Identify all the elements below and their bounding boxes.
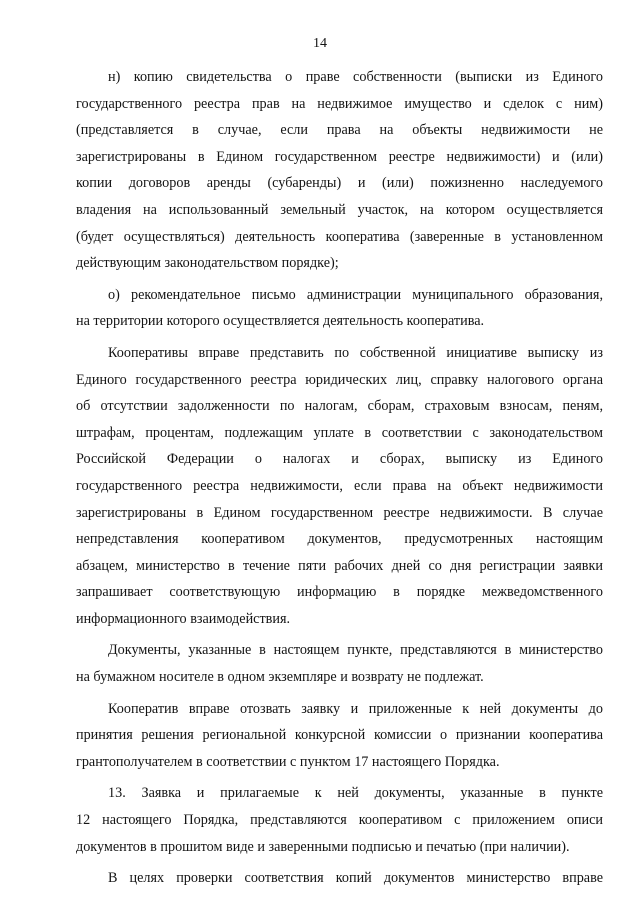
text-line: зарегистрированы в Едином государственном реестре недвижимости) и (или) [76,148,603,165]
text-line: об отсутствии задолженности по налогам, сборам, страховым взносам, пеням, [76,398,603,415]
text-line: информационного взаимодействия. [76,610,291,627]
text-line: Кооперативы вправе представить по собственной инициативе выписку из [108,344,603,361]
paragraph-n [76,64,603,277]
text-line: 13. Заявка и прилагаемые к ней документы, указанные в пункте [108,785,603,802]
text-line: штрафам, процентам, подлежащим уплате в соответствии с законодательством [76,424,603,441]
paragraph-documents-submission [76,637,603,690]
text-line: владения на использованный земельный участок, на котором осуществляется [76,201,603,218]
text-line: грантополучателем в соответствии с пунктом 17 настоящего Порядка. [76,753,500,770]
text-line: государственного реестра прав на недвижимое имущество и сделок с ним) [76,95,603,112]
paragraph-o [76,282,603,335]
text-line: запрашивает соответствующую информацию в порядке межведомственного [76,584,603,601]
text-line: (будет осуществляться) деятельность кооператива (заверенные в установленном [76,228,603,245]
text-line: о) рекомендательное письмо администрации муниципального образования, [108,286,603,303]
text-line: абзацем, министерство в течение пяти рабочих дней со дня регистрации заявки [76,557,603,574]
text-line: на бумажном носителе в одном экземпляре и возврату не подлежат. [76,669,484,686]
text-line: на территории которого осуществляется деятельность кооператива. [76,313,485,330]
text-line: н) копию свидетельства о праве собственности (выписки из Единого [108,69,603,85]
paragraph-verification [76,865,603,892]
paragraph-optional-documents [76,340,603,633]
text-line: В целях проверки соответствия копий документов министерство вправе [108,870,603,887]
text-line: Кооператив вправе отозвать заявку и приложенные к ней документы до [108,700,603,717]
paragraph-withdrawal [76,696,603,776]
text-line: копии договоров аренды (субаренды) и (или) пожизненно наследуемого [76,175,603,192]
text-line: Документы, указанные в настоящем пункте, представляются в министерство [108,642,603,659]
text-line: Российской Федерации о налогах и сборах, выписку из Единого [76,451,603,468]
text-line: действующим законодательством порядке); [76,255,339,272]
text-line: 12 настоящего Порядка, представляются кооперативом с приложением описи [76,812,603,829]
text-line: государственного реестра недвижимости, если права на объект недвижимости [76,477,603,494]
text-line: Единого государственного реестра юридических лиц, справку налогового органа [76,371,603,388]
text-line: (представляется в случае, если права на объекты недвижимости не [76,122,603,139]
text-line: документов в прошитом виде и заверенными подписью и печатью (при наличии). [76,838,570,855]
document-body [76,64,603,892]
paragraph-13 [76,780,603,860]
text-line: непредставления кооперативом документов, предусмотренных настоящим [76,531,603,548]
text-line: принятия решения региональной конкурсной комиссии о признании кооператива [76,727,603,744]
text-line: зарегистрированы в Едином государственном реестре недвижимости. В случае [76,504,603,521]
page-number: 14 [313,36,327,51]
